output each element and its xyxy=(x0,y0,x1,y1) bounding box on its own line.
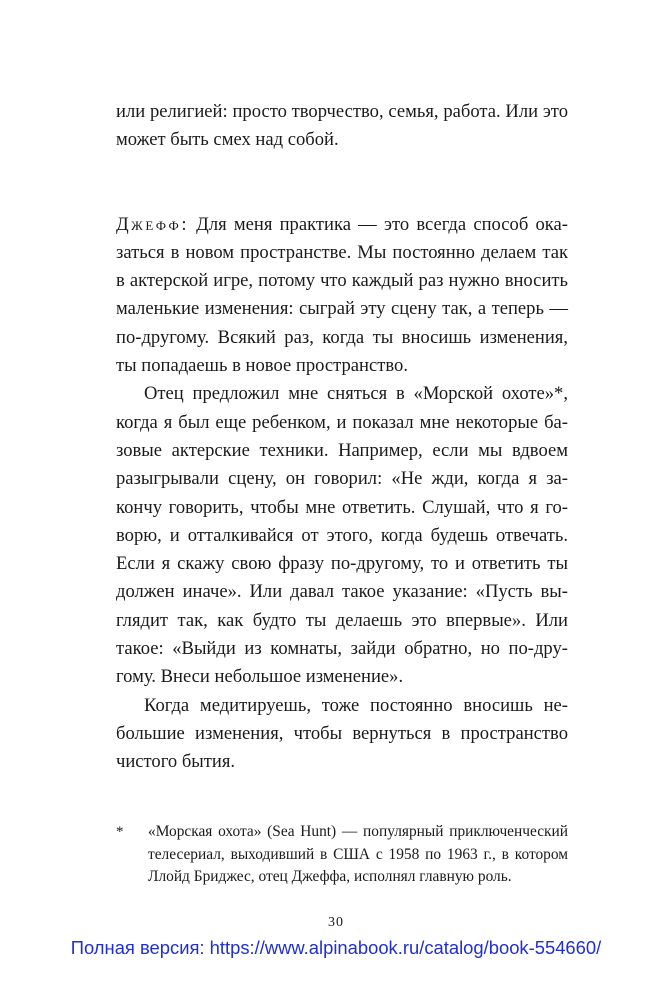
dialogue-paragraph xyxy=(116,211,568,381)
dialogue-text: Для меня практика — это всегда способ оказаться в новом пространстве. Мы постоянно делаем так в актерской игре, потому что каждый раз нужно вносить маленькие изменения: сыграй эту сцену так, а теперь — по-другому. Всякий раз, когда ты вносишь изменения, ты попадаешь в новое пространство. xyxy=(116,213,568,377)
footnote xyxy=(116,821,568,889)
footnote-marker: * xyxy=(116,824,124,840)
paragraph-meditation: Когда медитируешь, тоже постоянно вносишь небольшие изменения, чтобы вернуться в пространство чистого бытия. xyxy=(116,694,568,773)
speaker-label: Джефф: xyxy=(116,213,189,235)
page-number: 30 xyxy=(328,915,344,930)
paragraph-father: Отец предложил мне сняться в «Морской охоте»*, когда я был еще ребенком, и показал мне некоторые базовые актерские техники. Например, если мы вдвоем разыгрывали сцену, он говорил: «Не жди, когда я закончу говорить, чтобы мне ответить. Слушай, что я говорю, и отталкивайся от этого, когда будешь отвечать. Если я скажу свою фразу по-другому, то и ответить ты должен иначе». Или давал такое указание: «Пусть выглядит так, как будто ты делаешь это впервые». Или такое: «Выйди из комнаты, зайди обратно, но по-другому. Внеси небольшое изменение». xyxy=(116,383,568,688)
page-body xyxy=(116,98,568,777)
paragraph-continuation: или религией: просто творчество, семья, работа. Или это может быть смех над собой. xyxy=(116,101,568,151)
full-version-link[interactable]: Полная версия: https://www.alpinabook.ru/catalog/book-554660/ xyxy=(70,937,602,958)
footnote-text: «Морская охота» (Sea Hunt) — популярный приключенческий телесериал, выходивший в США с 1958 по 1963 г., в котором Ллойд Бриджес, отец Джеффа, исполнял главную роль. xyxy=(148,823,568,886)
